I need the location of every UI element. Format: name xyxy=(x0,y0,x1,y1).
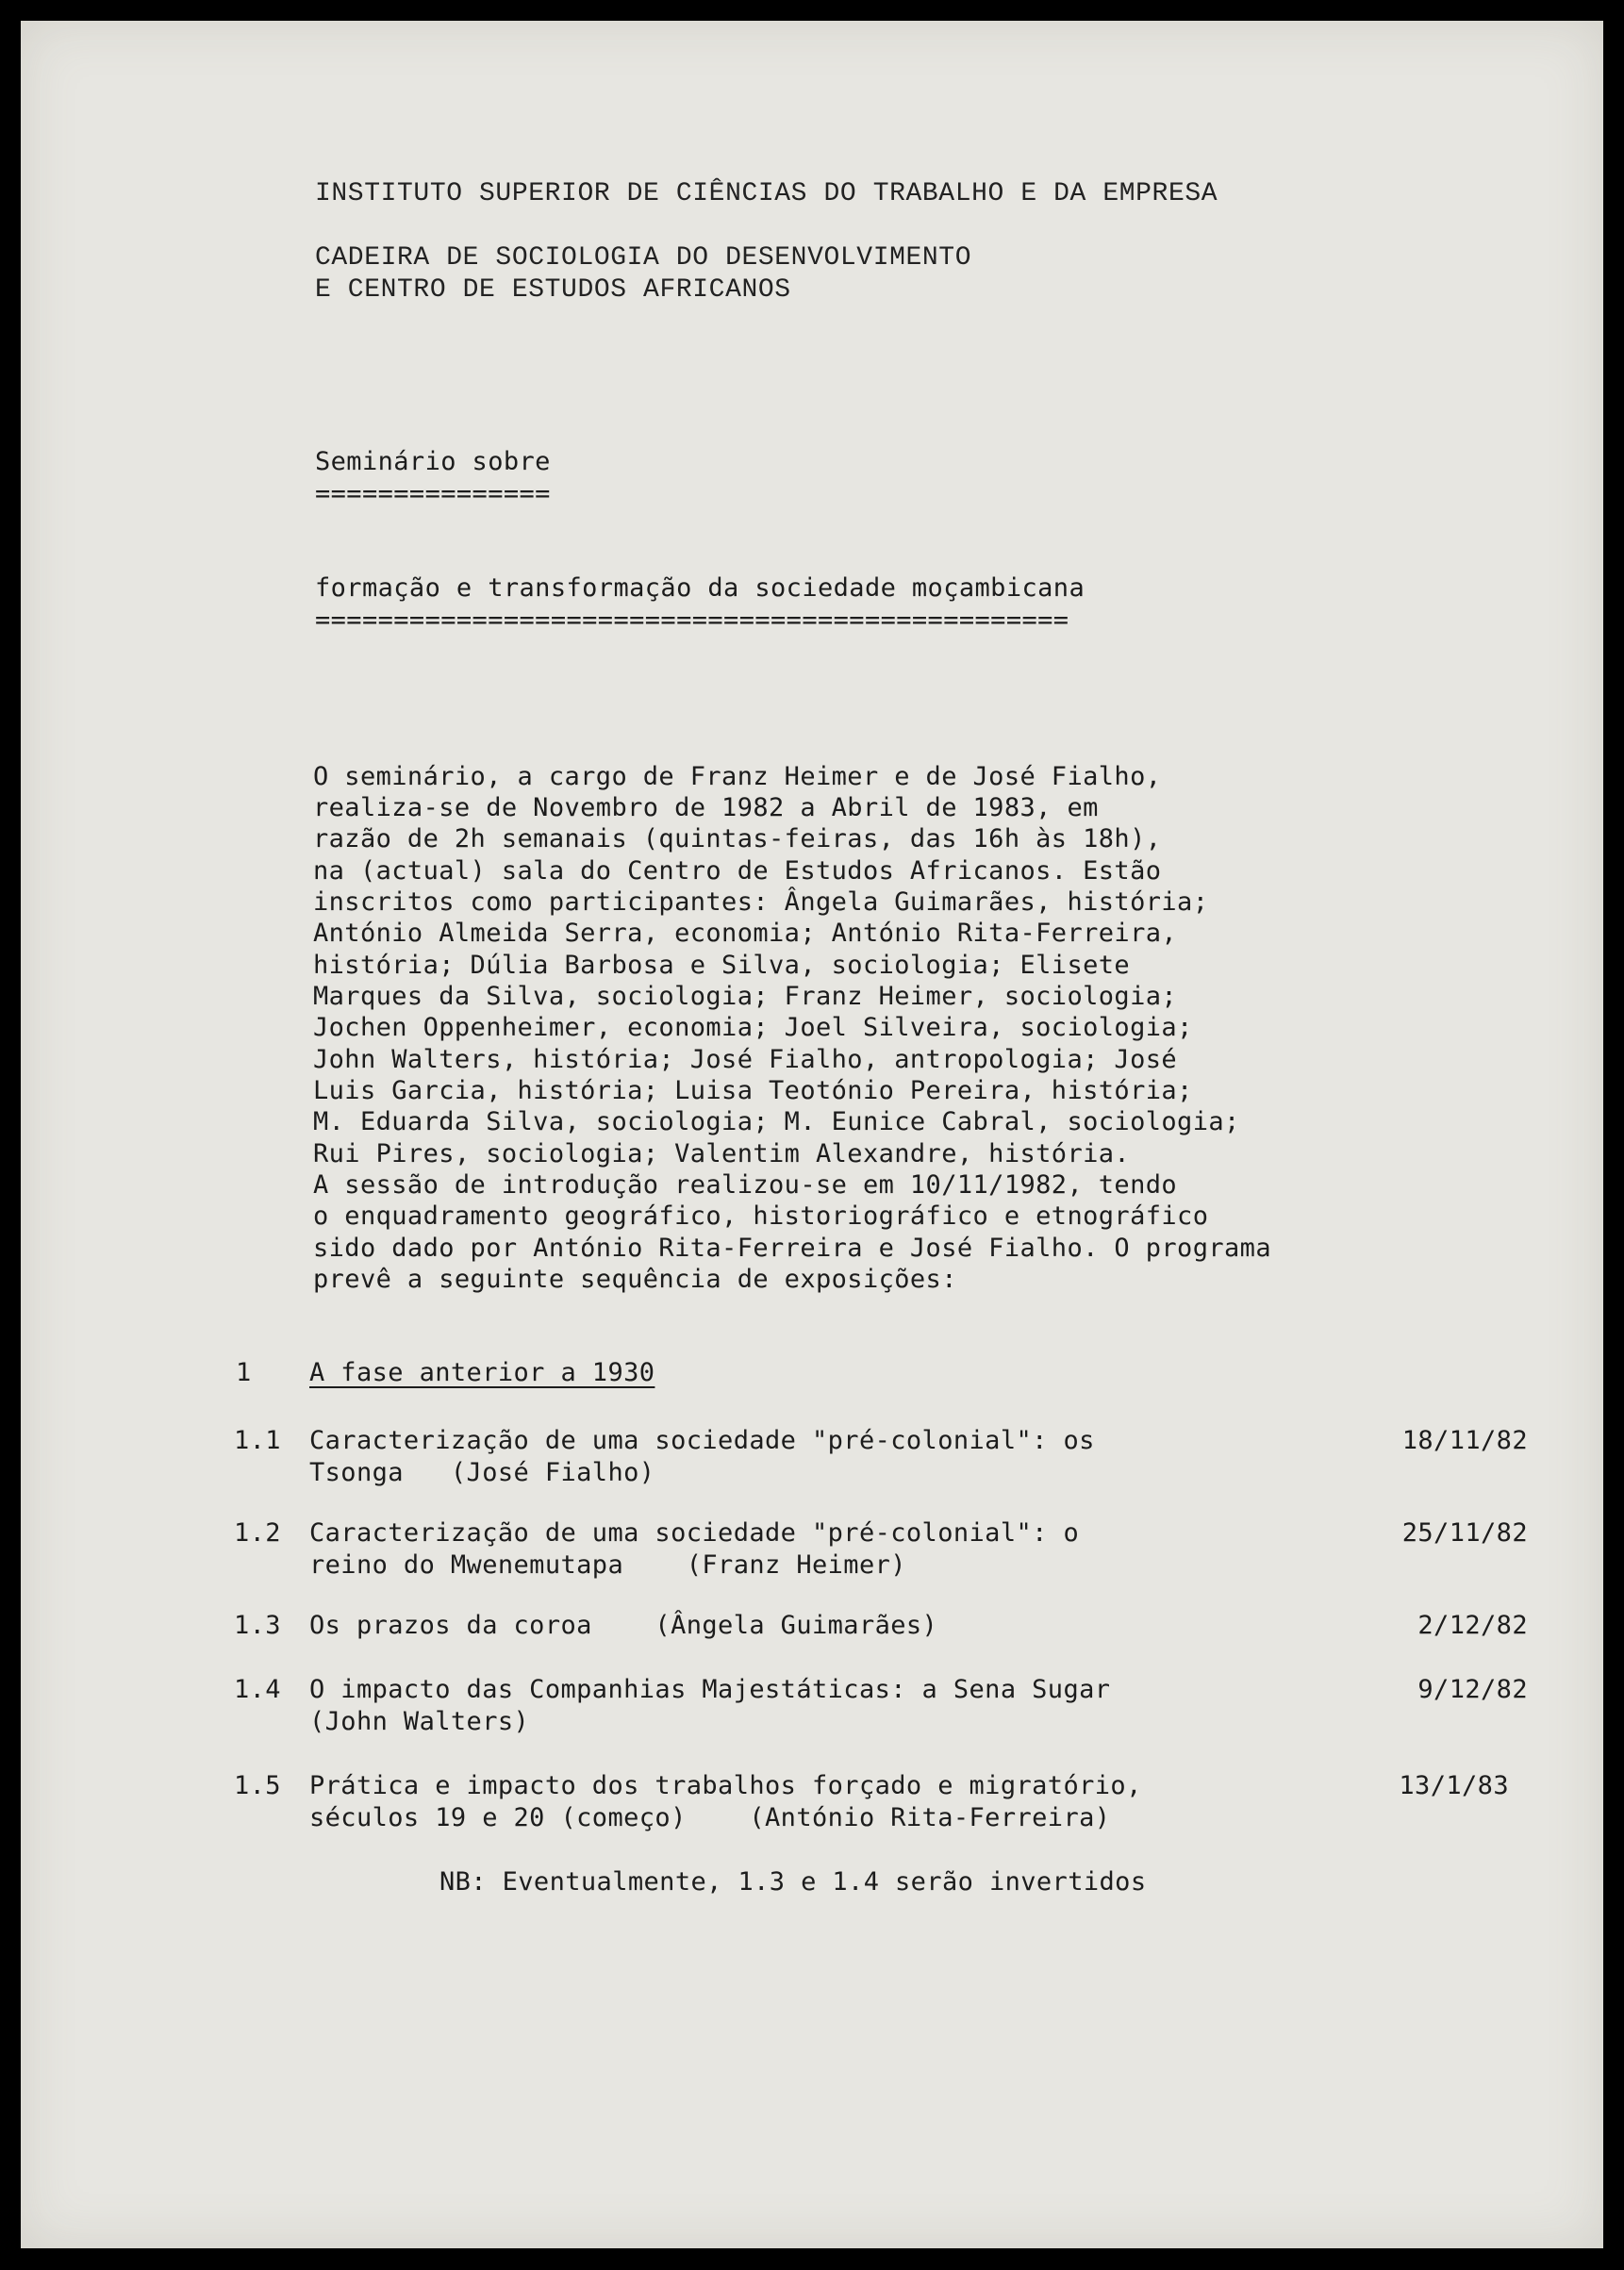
intro-line: O seminário, a cargo de Franz Heimer e de José Fialho, xyxy=(313,762,1162,791)
intro-line: M. Eduarda Silva, sociologia; M. Eunice Cabral, sociologia; xyxy=(313,1107,1240,1136)
department-line-2: E CENTRO DE ESTUDOS AFRICANOS xyxy=(315,275,791,305)
item-number: 1.3 xyxy=(234,1611,281,1640)
seminar-label-rule: =============== xyxy=(315,479,551,508)
intro-line: razão de 2h semanais (quintas-feiras, das 16h às 18h), xyxy=(313,824,1162,853)
department-line-1: CADEIRA DE SOCIOLOGIA DO DESENVOLVIMENTO xyxy=(315,243,972,273)
intro-line: na (actual) sala do Centro de Estudos Africanos. Estão xyxy=(313,856,1162,886)
intro-line: prevê a seguinte sequência de exposições: xyxy=(313,1265,957,1294)
item-number: 1.2 xyxy=(234,1518,281,1548)
intro-line: António Almeida Serra, economia; António Rita-Ferreira, xyxy=(313,919,1178,948)
item-date: 13/1/83 xyxy=(1399,1771,1509,1800)
intro-line: John Walters, história; José Fialho, antropologia; José xyxy=(313,1045,1178,1074)
seminar-title: formação e transformação da sociedade moçambicana xyxy=(315,573,1085,603)
section-number: 1 xyxy=(236,1358,252,1387)
section-title: A fase anterior a 1930 xyxy=(309,1358,655,1387)
item-title-line-2: Tsonga (José Fialho) xyxy=(309,1458,655,1487)
item-title-line-1: Prática e impacto dos trabalhos forçado e migratório, xyxy=(309,1771,1142,1800)
intro-line: Luis Garcia, história; Luisa Teotónio Pereira, história; xyxy=(313,1076,1193,1105)
item-date: 9/12/82 xyxy=(1417,1675,1528,1704)
item-title-line-2: reino do Mwenemutapa (Franz Heimer) xyxy=(309,1550,906,1580)
item-number: 1.1 xyxy=(234,1426,281,1455)
intro-line: inscritos como participantes: Ângela Guimarães, história; xyxy=(313,887,1209,917)
item-title-line-1: Caracterização de uma sociedade "pré-colonial": os xyxy=(309,1426,1095,1455)
item-title-line-1: O impacto das Companhias Majestáticas: a Sena Sugar xyxy=(309,1675,1111,1704)
intro-line: o enquadramento geográfico, historiográfico e etnográfico xyxy=(313,1201,1209,1231)
item-number: 1.4 xyxy=(234,1675,281,1704)
item-date: 25/11/82 xyxy=(1401,1518,1528,1548)
intro-line: Marques da Silva, sociologia; Franz Heimer, sociologia; xyxy=(313,982,1178,1011)
item-title-line-1: Caracterização de uma sociedade "pré-colonial": o xyxy=(309,1518,1080,1548)
item-date: 2/12/82 xyxy=(1417,1611,1528,1640)
intro-line: sido dado por António Rita-Ferreira e José Fialho. O programa xyxy=(313,1234,1271,1263)
item-title-line-1: Os prazos da coroa (Ângela Guimarães) xyxy=(309,1611,938,1640)
item-title-line-2: (John Walters) xyxy=(309,1707,530,1736)
item-date: 18/11/82 xyxy=(1401,1426,1528,1455)
intro-line: realiza-se de Novembro de 1982 a Abril de 1983, em xyxy=(313,793,1099,822)
intro-line: história; Dúlia Barbosa e Silva, sociologia; Elisete xyxy=(313,951,1131,980)
seminar-title-rule: ================================================ xyxy=(315,605,1069,635)
intro-line: A sessão de introdução realizou-se em 10/11/1982, tendo xyxy=(313,1170,1178,1200)
intro-line: Rui Pires, sociologia; Valentim Alexandre, história. xyxy=(313,1139,1131,1168)
institute-heading: INSTITUTO SUPERIOR DE CIÊNCIAS DO TRABALHO E DA EMPRESA xyxy=(315,179,1218,208)
item-title-line-2: séculos 19 e 20 (começo) (António Rita-Ferreira) xyxy=(309,1803,1111,1832)
item-number: 1.5 xyxy=(234,1771,281,1800)
seminar-label: Seminário sobre xyxy=(315,447,551,476)
footnote: NB: Eventualmente, 1.3 e 1.4 serão invertidos xyxy=(439,1867,1147,1897)
intro-line: Jochen Oppenheimer, economia; Joel Silveira, sociologia; xyxy=(313,1013,1193,1042)
